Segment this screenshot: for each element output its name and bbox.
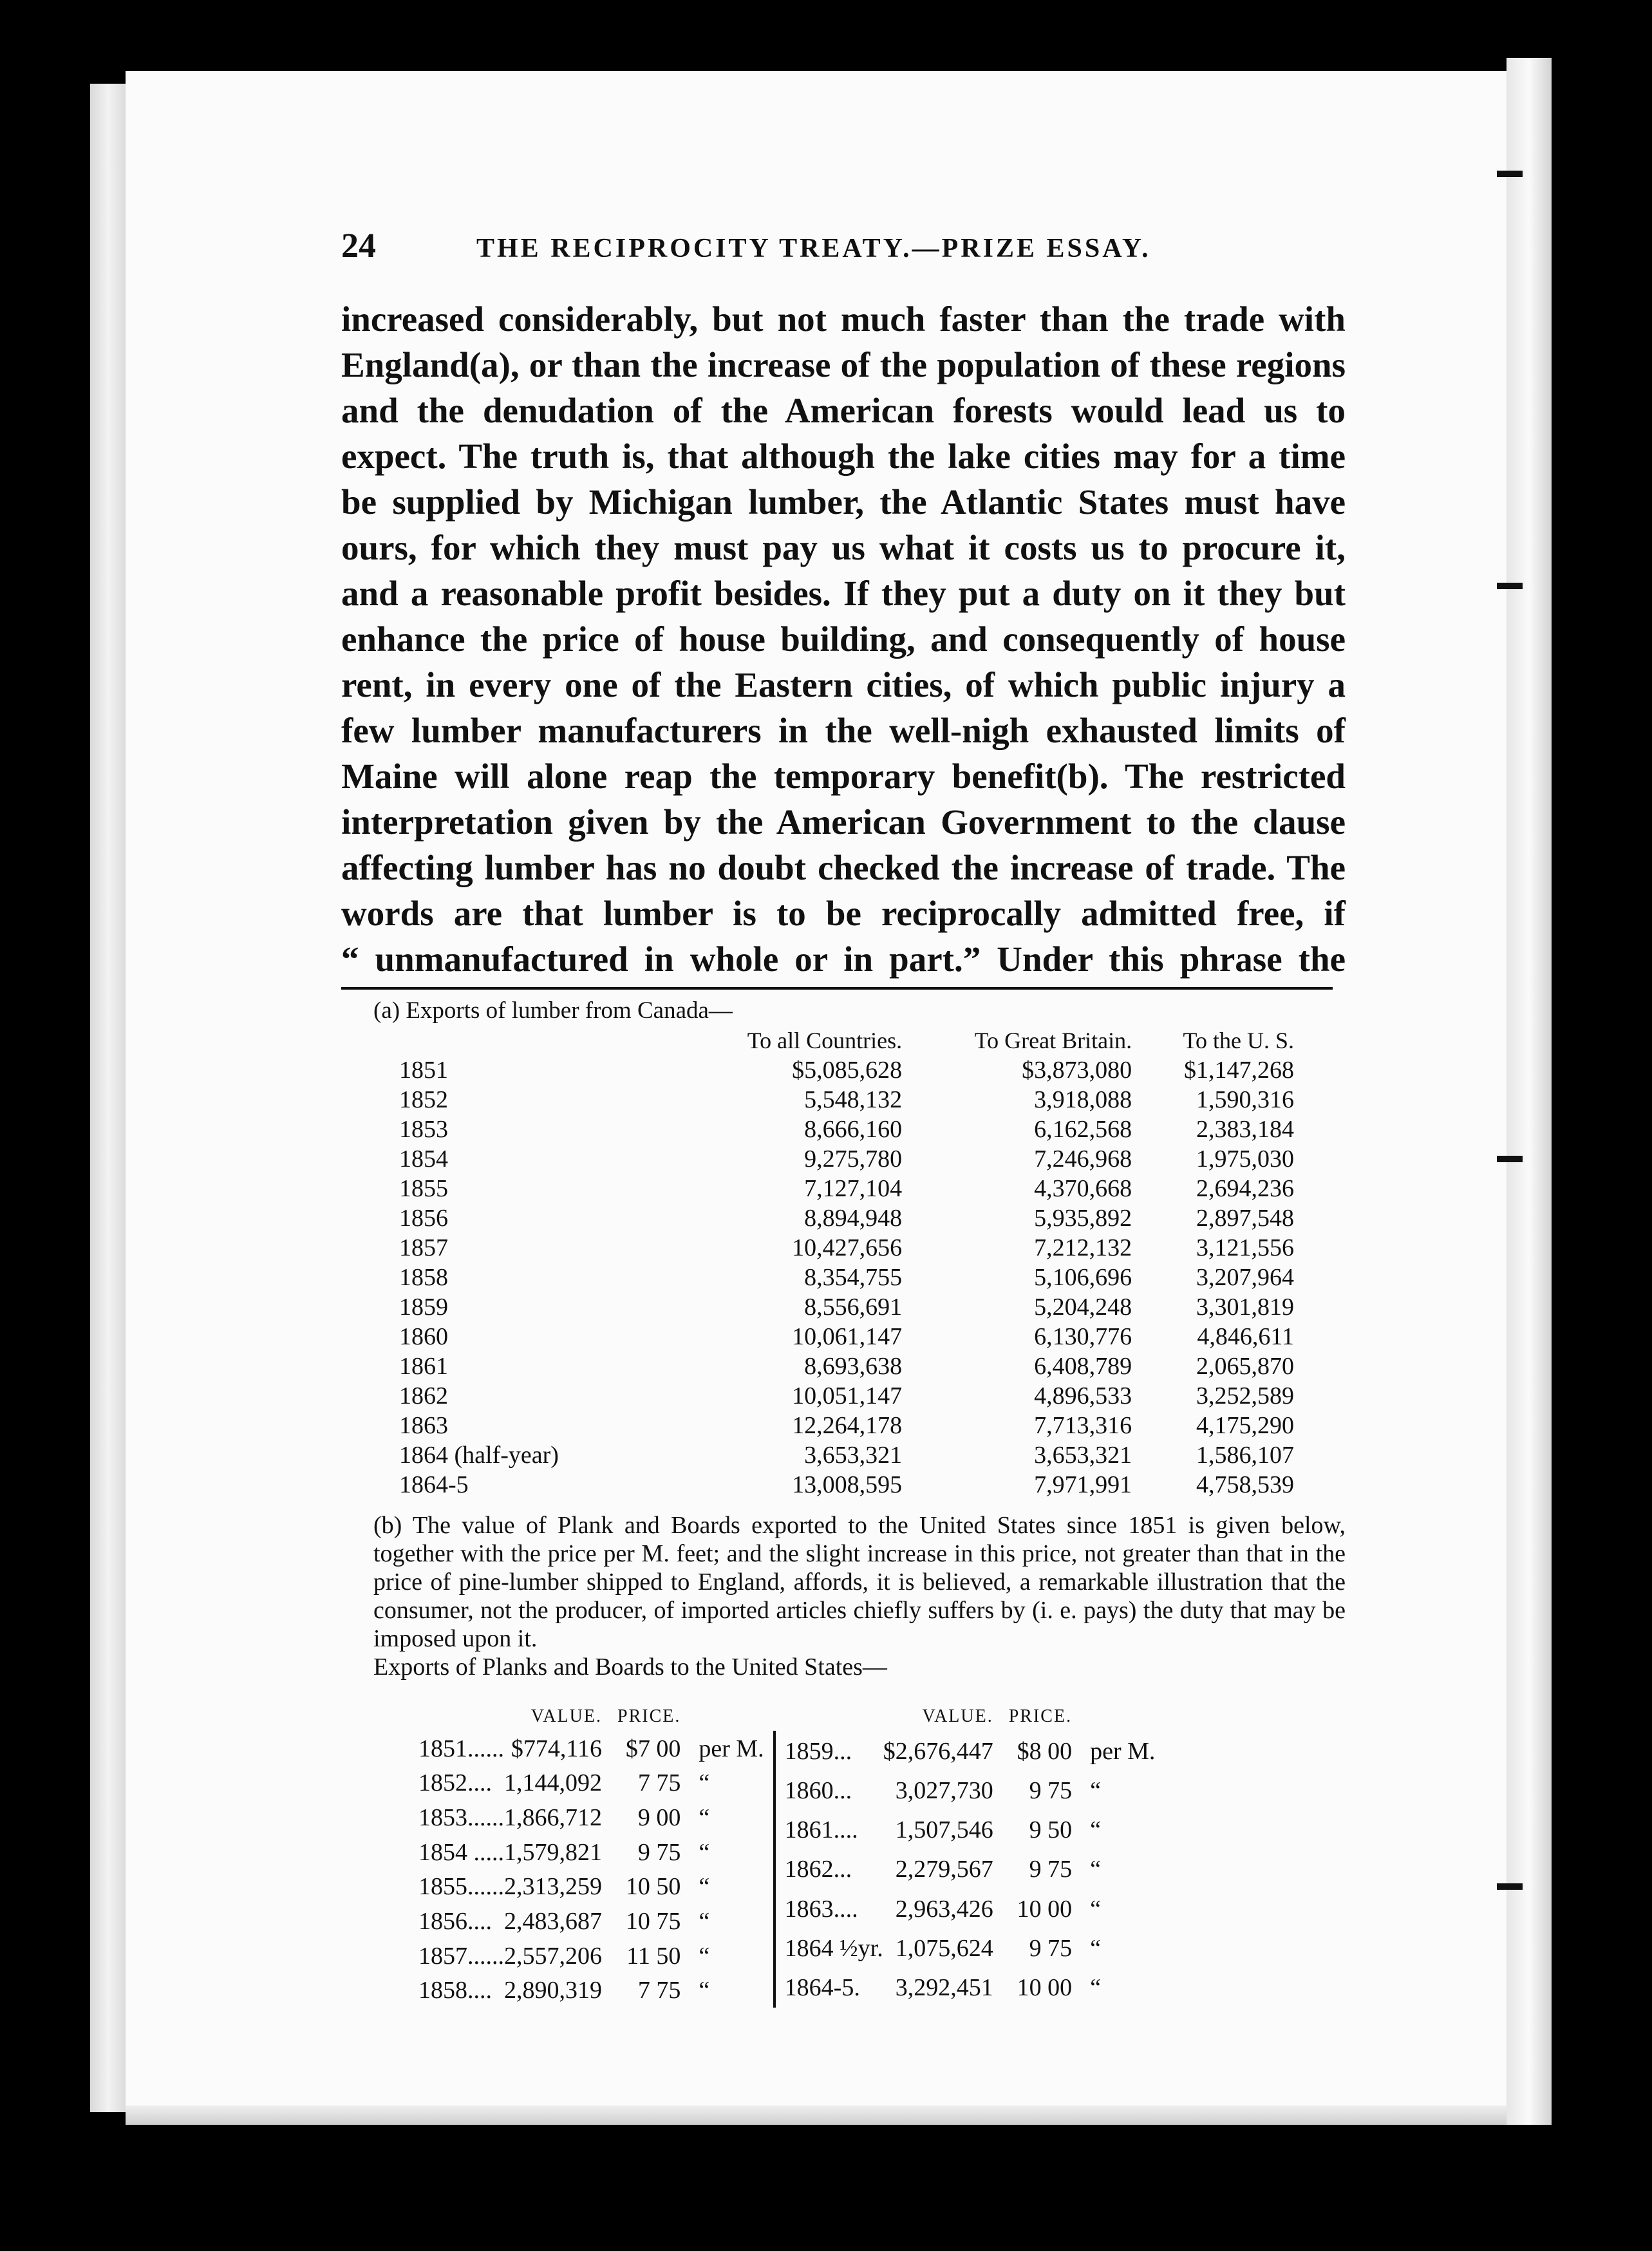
- price-cell: 10 75: [625, 1907, 681, 1935]
- text-line: and the denudation of the American forests would lead us to: [341, 391, 1346, 430]
- price-cell: 7 75: [637, 1769, 681, 1797]
- table-row: [399, 1322, 1294, 1352]
- table-row: [399, 1292, 1294, 1322]
- table-row: [418, 1973, 764, 2008]
- value-cell: 2,897,548: [1196, 1205, 1294, 1232]
- column-header: VALUE.: [922, 1706, 993, 1726]
- page-number: 24: [341, 226, 376, 265]
- year-cell: 1853: [399, 1116, 448, 1143]
- value-cell: 5,106,696: [1034, 1264, 1132, 1291]
- year-cell: 1858....: [418, 1977, 492, 2004]
- page-edge-mark: [1497, 1156, 1523, 1162]
- value-cell: 7,212,132: [1034, 1234, 1132, 1261]
- year-cell: 1856: [399, 1205, 448, 1232]
- year-cell: 1859: [399, 1294, 448, 1321]
- text-line: ours, for which they must pay us what it costs us to procure it,: [341, 528, 1346, 567]
- year-cell: 1859...: [784, 1737, 852, 1765]
- table-row: [399, 1352, 1294, 1381]
- unit-cell: “: [1090, 1816, 1101, 1844]
- table-row: [785, 1928, 1156, 1968]
- column-header: To the U. S.: [1183, 1028, 1294, 1053]
- value-cell: 3,207,964: [1196, 1264, 1294, 1291]
- text-line: “ unmanufactured in whole or in part.” Under this phrase the: [341, 939, 1346, 979]
- table-row: [399, 1144, 1294, 1174]
- value-cell: 7,246,968: [1034, 1145, 1132, 1173]
- text-line: expect. The truth is, that although the lake cities may for a time: [341, 437, 1346, 476]
- unit-cell: “: [699, 1838, 710, 1866]
- year-cell: 1863....: [784, 1895, 858, 1923]
- value-cell: 4,370,668: [1034, 1175, 1132, 1202]
- value-cell: 1,590,316: [1196, 1086, 1294, 1113]
- year-cell: 1861....: [784, 1816, 858, 1844]
- value-cell: 3,301,819: [1196, 1294, 1294, 1321]
- column-header: PRICE.: [617, 1706, 681, 1726]
- table-row: [785, 1771, 1156, 1810]
- year-cell: 1851: [399, 1057, 448, 1084]
- price-cell: $8 00: [1017, 1737, 1073, 1765]
- value-cell: 8,556,691: [804, 1294, 903, 1321]
- column-header: VALUE.: [530, 1706, 602, 1726]
- planks-boards-tables: [418, 1702, 1346, 2008]
- note-a-heading: (a) Exports of lumber from Canada—: [373, 997, 733, 1024]
- year-cell: 1861: [399, 1353, 448, 1380]
- table-row: [785, 1889, 1156, 1928]
- column-divider: [773, 1731, 776, 2008]
- unit-cell: “: [1090, 1856, 1101, 1883]
- year-cell: 1857: [399, 1234, 448, 1261]
- value-cell: 2,890,319: [504, 1977, 602, 2004]
- footnotes: [341, 996, 1346, 2008]
- unit-cell: “: [699, 1769, 710, 1797]
- column-header: To all Countries.: [747, 1028, 903, 1053]
- table-row: [418, 1904, 764, 1939]
- text-line: England(a), or than the increase of the population of these regions: [341, 345, 1346, 384]
- value-cell: 3,653,321: [1034, 1442, 1132, 1469]
- year-cell: 1862: [399, 1382, 448, 1409]
- value-cell: 10,427,656: [792, 1234, 903, 1261]
- page-edge-mark: [1497, 171, 1523, 177]
- value-cell: 13,008,595: [792, 1471, 903, 1498]
- text-line: be supplied by Michigan lumber, the Atlantic States must have: [341, 482, 1346, 522]
- year-cell: 1852: [399, 1086, 448, 1113]
- value-cell: 3,027,730: [895, 1776, 993, 1804]
- year-cell: 1862...: [784, 1856, 852, 1883]
- table-row: [785, 1731, 1156, 1771]
- value-cell: 6,408,789: [1034, 1353, 1132, 1380]
- note-b: [341, 1511, 1346, 1681]
- value-cell: $1,147,268: [1184, 1057, 1294, 1084]
- table-row: [785, 1811, 1156, 1850]
- page-edge-mark: [1497, 1883, 1523, 1890]
- price-cell: 9 75: [637, 1838, 681, 1866]
- year-cell: 1858: [399, 1264, 448, 1291]
- year-cell: 1857......: [418, 1942, 504, 1970]
- value-cell: 2,963,426: [895, 1895, 993, 1923]
- price-cell: 10 00: [1017, 1974, 1073, 2002]
- value-cell: 8,894,948: [804, 1205, 903, 1232]
- page-edge-mark: [1497, 583, 1523, 589]
- value-cell: 4,846,611: [1197, 1323, 1294, 1350]
- unit-cell: “: [699, 1873, 710, 1901]
- value-cell: 1,579,821: [504, 1838, 602, 1866]
- table-row: [399, 1174, 1294, 1203]
- value-cell: 1,975,030: [1196, 1145, 1294, 1173]
- value-cell: 6,162,568: [1034, 1116, 1132, 1143]
- value-cell: 10,061,147: [792, 1323, 903, 1350]
- year-cell: 1854: [399, 1145, 448, 1173]
- table-row: [399, 1085, 1294, 1115]
- value-cell: 2,483,687: [504, 1907, 602, 1935]
- price-cell: 11 50: [626, 1942, 681, 1970]
- value-cell: 4,175,290: [1196, 1412, 1294, 1439]
- unit-cell: per M.: [699, 1735, 764, 1762]
- table-row: [399, 1233, 1294, 1263]
- running-header: [341, 225, 1346, 264]
- table-row: [399, 1115, 1294, 1144]
- value-cell: 8,666,160: [804, 1116, 903, 1143]
- price-cell: 9 50: [1029, 1816, 1073, 1844]
- text-line: few lumber manufacturers in the well-nigh exhausted limits of: [341, 711, 1346, 750]
- value-cell: $774,116: [511, 1735, 602, 1762]
- value-cell: 1,075,624: [895, 1935, 993, 1963]
- column-header: To Great Britain.: [974, 1028, 1132, 1053]
- text-line: interpretation given by the American Government to the clause: [341, 802, 1346, 842]
- value-cell: 2,383,184: [1196, 1116, 1294, 1143]
- value-cell: 2,065,870: [1196, 1353, 1294, 1380]
- text-line: words are that lumber is to be reciprocally admitted free, if: [341, 894, 1346, 933]
- value-cell: 8,693,638: [804, 1353, 903, 1380]
- table-row: [418, 1731, 764, 1766]
- unit-cell: “: [699, 1907, 710, 1935]
- value-cell: 1,507,546: [895, 1816, 993, 1844]
- value-cell: 3,918,088: [1034, 1086, 1132, 1113]
- value-cell: $2,676,447: [883, 1737, 993, 1765]
- year-cell: 1852....: [418, 1769, 492, 1797]
- value-cell: 4,758,539: [1196, 1471, 1294, 1498]
- year-cell: 1856....: [418, 1907, 492, 1935]
- text-line: increased considerably, but not much faster than the trade with: [341, 299, 1346, 339]
- year-cell: 1855......: [418, 1873, 504, 1901]
- table-row: [418, 1835, 764, 1870]
- value-cell: 1,866,712: [504, 1804, 602, 1832]
- text-line: Maine will alone reap the temporary benefit(b). The restricted: [341, 757, 1346, 796]
- value-cell: 1,586,107: [1196, 1442, 1294, 1469]
- value-cell: 2,279,567: [895, 1856, 993, 1883]
- value-cell: 4,896,533: [1034, 1382, 1132, 1409]
- note-b-text: (b) The value of Plank and Boards exported to the United States since 1851 is given below, together with the price per M. feet; and the slight increase in this price, not greater than that in the price of pine-lumber shipped to England, affords, it is believed, a remarkable illustration that the consumer, not the producer, of imported articles chiefly suffers by (i. e. pays) the duty that may be imposed upon it.: [373, 1512, 1346, 1652]
- price-cell: $7 00: [625, 1735, 681, 1762]
- footnote-rule: [341, 987, 1333, 990]
- value-cell: 3,121,556: [1196, 1234, 1294, 1261]
- running-title: THE RECIPROCITY TREATY.—PRIZE ESSAY.: [476, 234, 1151, 263]
- table-row: [399, 1381, 1294, 1411]
- lumber-exports-table: [399, 1026, 1294, 1500]
- value-cell: 7,971,991: [1034, 1471, 1132, 1498]
- year-cell: 1864-5.: [784, 1974, 860, 2002]
- table-row: [418, 1870, 764, 1905]
- year-cell: 1863: [399, 1412, 448, 1439]
- table-row: [399, 1055, 1294, 1085]
- price-cell: 9 75: [1029, 1856, 1073, 1883]
- value-cell: 2,557,206: [504, 1942, 602, 1970]
- table-row: [785, 1850, 1156, 1889]
- table-row: [785, 1968, 1156, 2008]
- page-content: [341, 225, 1346, 2008]
- value-cell: 7,127,104: [804, 1175, 903, 1202]
- table-row: [399, 1470, 1294, 1500]
- year-cell: 1860...: [784, 1776, 852, 1804]
- table-row: [418, 1939, 764, 1973]
- text-line: and a reasonable profit besides. If they put a duty on it they but: [341, 574, 1346, 613]
- value-cell: 2,313,259: [504, 1873, 602, 1901]
- table-row: [399, 1411, 1294, 1440]
- value-cell: 12,264,178: [792, 1412, 903, 1439]
- price-cell: 9 75: [1029, 1935, 1073, 1963]
- price-cell: 9 75: [1029, 1776, 1073, 1804]
- unit-cell: “: [1090, 1974, 1101, 2002]
- table-row: [418, 1766, 764, 1801]
- unit-cell: “: [1090, 1895, 1101, 1923]
- year-cell: 1853......: [418, 1804, 504, 1832]
- price-cell: 10 50: [625, 1873, 681, 1901]
- table-row: [399, 1263, 1294, 1292]
- table-row: [418, 1800, 764, 1835]
- value-cell: 5,935,892: [1034, 1205, 1132, 1232]
- unit-cell: per M.: [1090, 1737, 1156, 1765]
- value-cell: 1,144,092: [504, 1769, 602, 1797]
- text-line: affecting lumber has no doubt checked the increase of trade. The: [341, 848, 1346, 887]
- unit-cell: “: [699, 1942, 710, 1970]
- note-b-subheading: Exports of Planks and Boards to the United States—: [373, 1653, 887, 1681]
- page-bottom-edge: [126, 2105, 1507, 2125]
- value-cell: 10,051,147: [792, 1382, 903, 1409]
- planks-table-right: [785, 1702, 1156, 2008]
- table-row: [399, 1440, 1294, 1470]
- value-cell: 3,292,451: [895, 1974, 993, 2002]
- value-cell: 6,130,776: [1034, 1323, 1132, 1350]
- unit-cell: “: [1090, 1935, 1101, 1963]
- text-line: rent, in every one of the Eastern cities, of which public injury a: [341, 665, 1346, 704]
- value-cell: $5,085,628: [792, 1057, 903, 1084]
- year-cell: 1860: [399, 1323, 448, 1350]
- year-cell: 1864 (half-year): [399, 1442, 559, 1469]
- year-cell: 1864-5: [399, 1471, 469, 1498]
- value-cell: 5,204,248: [1034, 1294, 1132, 1321]
- column-header: PRICE.: [1008, 1706, 1073, 1726]
- year-cell: 1851......: [418, 1735, 504, 1762]
- value-cell: 8,354,755: [804, 1264, 903, 1291]
- book-right-edge: [1507, 58, 1552, 2125]
- value-cell: 7,713,316: [1034, 1412, 1132, 1439]
- value-cell: 2,694,236: [1196, 1175, 1294, 1202]
- value-cell: 3,653,321: [804, 1442, 903, 1469]
- price-cell: 7 75: [637, 1977, 681, 2004]
- price-cell: 10 00: [1017, 1895, 1073, 1923]
- year-cell: 1855: [399, 1175, 448, 1202]
- unit-cell: “: [699, 1804, 710, 1832]
- value-cell: 3,252,589: [1196, 1382, 1294, 1409]
- table-row: [399, 1203, 1294, 1233]
- unit-cell: “: [1090, 1776, 1101, 1804]
- planks-table-left: [418, 1702, 764, 2008]
- year-cell: 1864 ½yr.: [784, 1935, 883, 1963]
- unit-cell: “: [699, 1977, 710, 2004]
- value-cell: 9,275,780: [804, 1145, 903, 1173]
- text-line: enhance the price of house building, and consequently of house: [341, 619, 1346, 659]
- year-cell: 1854 .....: [418, 1838, 504, 1866]
- body-paragraph: [341, 296, 1346, 982]
- value-cell: 5,548,132: [804, 1086, 903, 1113]
- value-cell: $3,873,080: [1022, 1057, 1132, 1084]
- price-cell: 9 00: [637, 1804, 681, 1832]
